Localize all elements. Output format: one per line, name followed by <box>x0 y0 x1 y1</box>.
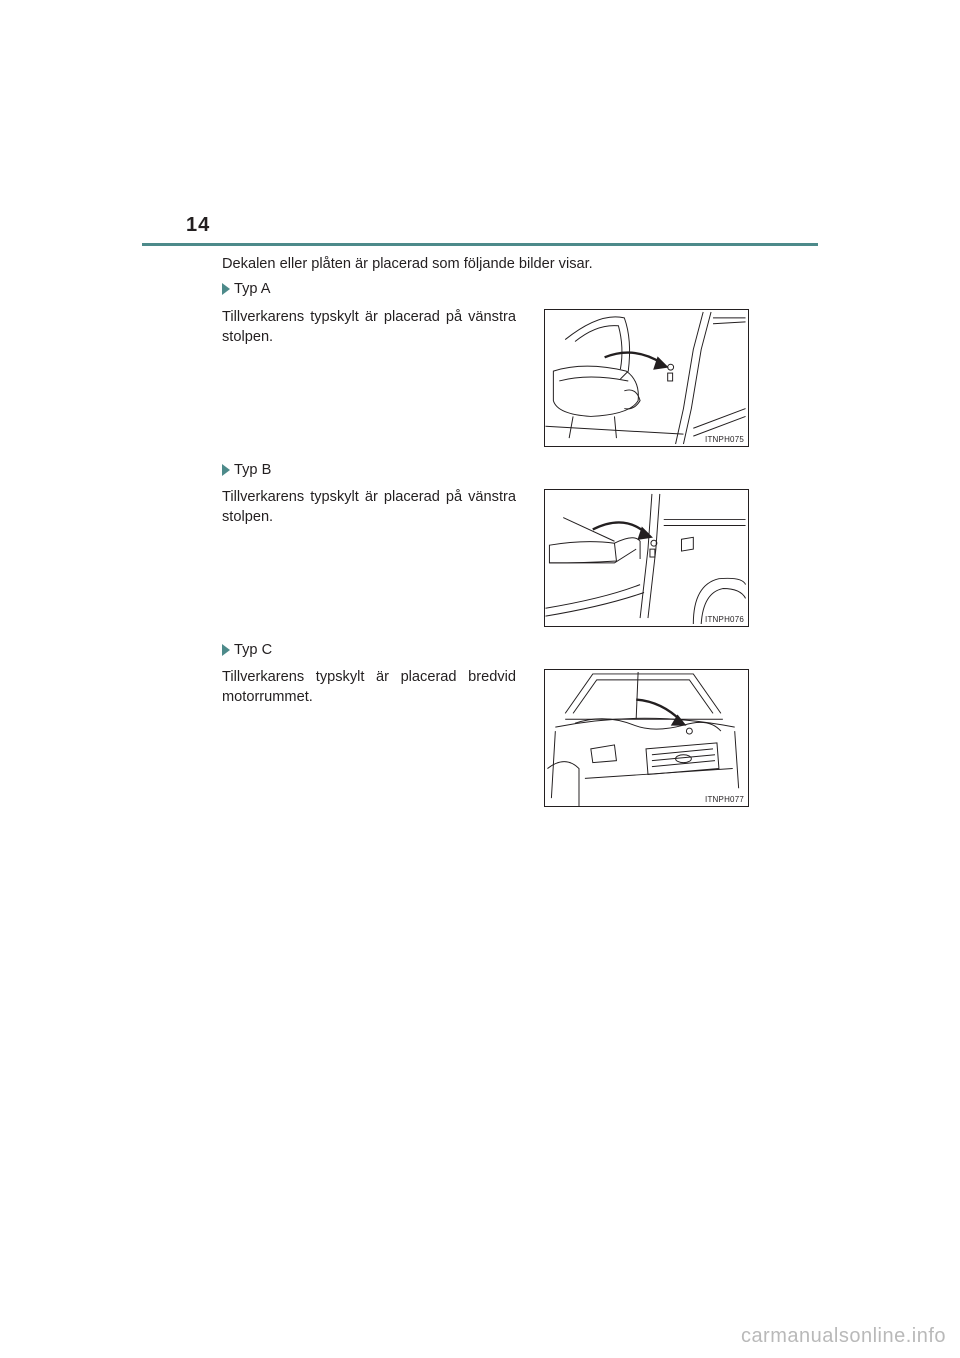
section-heading-label: Typ A <box>234 281 271 297</box>
section-description: Tillverkarens typskylt är placerad bredvid motorrummet. <box>222 669 516 705</box>
figure-code: ITNPH077 <box>705 795 744 804</box>
car-door-pillar-illustration <box>545 310 748 446</box>
section-heading-label: Typ C <box>234 642 273 658</box>
triangle-bullet-icon <box>222 644 230 656</box>
watermark: carmanualsonline.info <box>740 1325 946 1347</box>
section-heading-typ-c <box>222 642 272 658</box>
figure-code: ITNPH076 <box>705 615 744 624</box>
page-number: 14 <box>186 214 211 236</box>
intro-text: Dekalen eller plåten är placerad som följande bilder visar. <box>222 256 593 272</box>
figure-typ-a <box>544 309 749 447</box>
figure-typ-c <box>544 669 749 807</box>
triangle-bullet-icon <box>222 283 230 295</box>
section-description: Tillverkarens typskylt är placerad på vänstra stolpen. <box>222 309 516 345</box>
pickup-door-pillar-illustration <box>545 490 748 626</box>
section-heading-label: Typ B <box>234 462 272 478</box>
section-description: Tillverkarens typskylt är placerad på vänstra stolpen. <box>222 489 516 525</box>
header-rule <box>142 243 818 246</box>
section-heading-typ-b <box>222 462 271 478</box>
triangle-bullet-icon <box>222 464 230 476</box>
engine-compartment-illustration <box>545 670 748 806</box>
figure-code: ITNPH075 <box>705 435 744 444</box>
figure-typ-b <box>544 489 749 627</box>
section-heading-typ-a <box>222 281 271 297</box>
